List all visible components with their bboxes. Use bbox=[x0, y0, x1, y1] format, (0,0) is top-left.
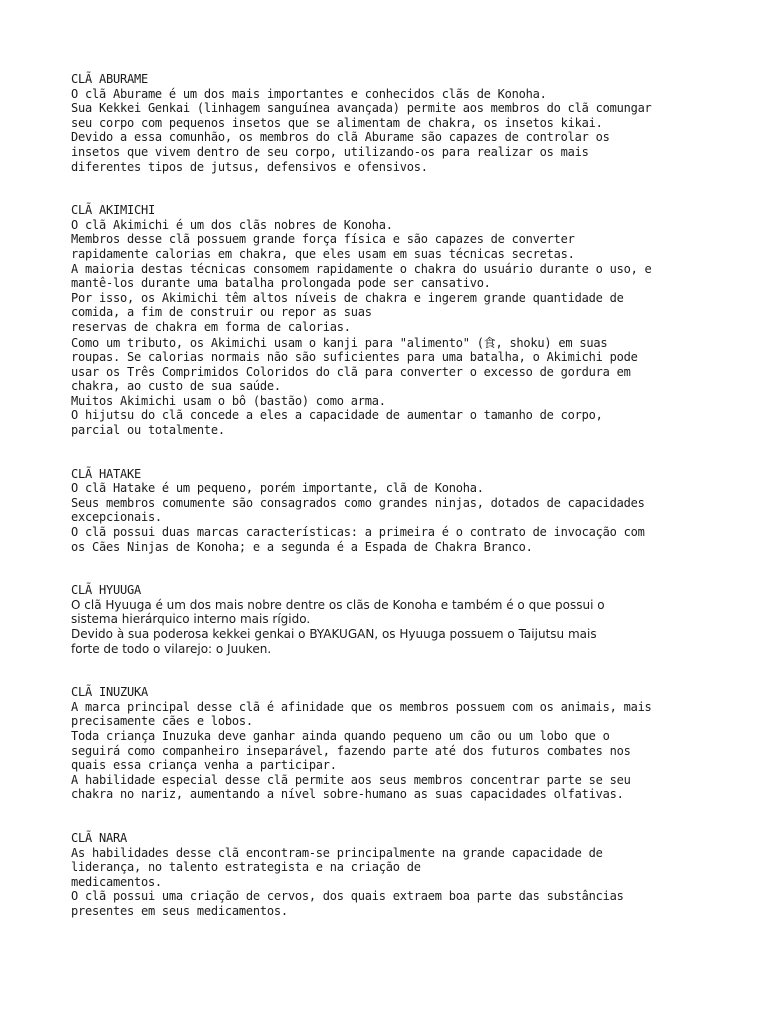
paragraph-line: A maioria destas técnicas consomem rapidamente o chakra do usuário durante o uso, e bbox=[71, 261, 652, 276]
section-spacer bbox=[71, 438, 751, 467]
paragraph-line: seu corpo com pequenos insetos que se alimentam de chakra, os insetos kikai. bbox=[71, 115, 603, 130]
paragraph-line: O clã possui duas marcas características: a primeira é o contrato de invocação com bbox=[71, 525, 645, 540]
paragraph-line: mantê-los durante uma batalha prolongada pode ser cansativo. bbox=[71, 276, 491, 291]
paragraph-line: Por isso, os Akimichi têm altos níveis de chakra e ingerem grande quantidade de bbox=[71, 290, 624, 305]
paragraph-line: O clã Aburame é um dos mais importantes e conhecidos clãs de Konoha. bbox=[71, 86, 547, 101]
section-hyuuga bbox=[71, 583, 751, 656]
paragraph-line: roupas. Se calorias normais não são suficientes para uma batalha, o Akimichi pode bbox=[71, 350, 638, 365]
section-aburame bbox=[71, 72, 751, 174]
paragraph-line: O clã Akimichi é um dos clãs nobres de Konoha. bbox=[71, 217, 393, 232]
paragraph-line: Como um tributo, os Akimichi usam o kanji para "alimento" (食, shoku) em suas bbox=[71, 335, 608, 350]
paragraph-line: quais essa criança venha a participar. bbox=[71, 758, 337, 773]
paragraph-line: chakra, ao custo de sua saúde. bbox=[71, 379, 281, 394]
paragraph-line: parcial ou totalmente. bbox=[71, 423, 225, 438]
section-title: CLÃ AKIMICHI bbox=[71, 203, 155, 218]
paragraph-line: O clã Hatake é um pequeno, porém importante, clã de Konoha. bbox=[71, 481, 484, 496]
paragraph-line: os Cães Ninjas de Konoha; e a segunda é a Espada de Chakra Branco. bbox=[71, 539, 533, 554]
paragraph-line: As habilidades desse clã encontram-se principalmente na grande capacidade de bbox=[71, 845, 603, 860]
paragraph-line: seguirá como companheiro inseparável, fazendo parte até dos futuros combates nos bbox=[71, 743, 631, 758]
paragraph-line: Seus membros comumente são consagrados como grandes ninjas, dotados de capacidades bbox=[71, 495, 645, 510]
section-title: CLÃ ABURAME bbox=[71, 72, 148, 86]
section-title: CLÃ NARA bbox=[71, 830, 127, 845]
paragraph-line: O clã Hyuuga é um dos mais nobre dentre os clãs de Konoha e também é o que possui o bbox=[71, 597, 605, 612]
section-inuzuka bbox=[71, 685, 751, 802]
section-title: CLÃ HATAKE bbox=[71, 466, 141, 481]
section-spacer bbox=[71, 656, 751, 685]
paragraph-line: precisamente cães e lobos. bbox=[71, 714, 253, 729]
paragraph-line: O hijutsu do clã concede a eles a capacidade de aumentar o tamanho de corpo, bbox=[71, 408, 603, 423]
paragraph-line: Devido a essa comunhão, os membros do clã Aburame são capazes de controlar os bbox=[71, 130, 610, 145]
paragraph-line: sistema hierárquico interno mais rígido. bbox=[71, 612, 311, 627]
section-title: CLÃ HYUUGA bbox=[71, 583, 141, 598]
paragraph-line: reservas de chakra em forma de calorias. bbox=[71, 319, 351, 334]
section-nara bbox=[71, 831, 751, 919]
paragraph-line: Devido à sua poderosa kekkei genkai o BYAKUGAN, os Hyuuga possuem o Taijutsu mais bbox=[71, 627, 597, 641]
paragraph-line: insetos que vivem dentro de seu corpo, utilizando-os para realizar os mais bbox=[71, 144, 589, 159]
paragraph-line: Sua Kekkei Genkai (linhagem sanguínea avançada) permite aos membros do clã comungar bbox=[71, 101, 652, 116]
paragraph-line: Toda criança Inuzuka deve ganhar ainda quando pequeno um cão ou um lobo que o bbox=[71, 728, 610, 743]
paragraph-line: presentes em seus medicamentos. bbox=[71, 903, 288, 918]
paragraph-line: A marca principal desse clã é afinidade que os membros possuem com os animais, mais bbox=[71, 699, 652, 714]
section-spacer bbox=[71, 802, 751, 831]
paragraph-line: O clã possui uma criação de cervos, dos quais extraem boa parte das substâncias bbox=[71, 889, 624, 904]
paragraph-line: usar os Três Comprimidos Coloridos do clã para converter o excesso de gordura em bbox=[71, 364, 631, 379]
paragraph-line: Membros desse clã possuem grande força física e são capazes de converter bbox=[71, 232, 575, 247]
section-spacer bbox=[71, 174, 751, 203]
paragraph-line: rapidamente calorias em chakra, que eles usam em suas técnicas secretas. bbox=[71, 246, 575, 261]
paragraph-line: diferentes tipos de jutsus, defensivos e ofensivos. bbox=[71, 159, 428, 174]
paragraph-line: Muitos Akimichi usam o bô (bastão) como arma. bbox=[71, 393, 386, 408]
section-spacer bbox=[71, 554, 751, 583]
paragraph-line: medicamentos. bbox=[71, 874, 162, 889]
paragraph-line: liderança, no talento estrategista e na criação de bbox=[71, 860, 421, 875]
paragraph-line: A habilidade especial desse clã permite aos seus membros concentrar parte se seu bbox=[71, 772, 631, 787]
paragraph-line: chakra no nariz, aumentando a nível sobre-humano as suas capacidades olfativas. bbox=[71, 787, 624, 802]
section-title: CLÃ INUZUKA bbox=[71, 685, 148, 700]
paragraph-line: forte de todo o vilarejo: o Juuken. bbox=[71, 641, 272, 656]
section-akimichi bbox=[71, 203, 751, 438]
document-page bbox=[71, 72, 751, 919]
paragraph-line: excepcionais. bbox=[71, 510, 162, 525]
paragraph-line: comida, a fim de construir ou repor as suas bbox=[71, 305, 372, 320]
section-hatake bbox=[71, 467, 751, 555]
